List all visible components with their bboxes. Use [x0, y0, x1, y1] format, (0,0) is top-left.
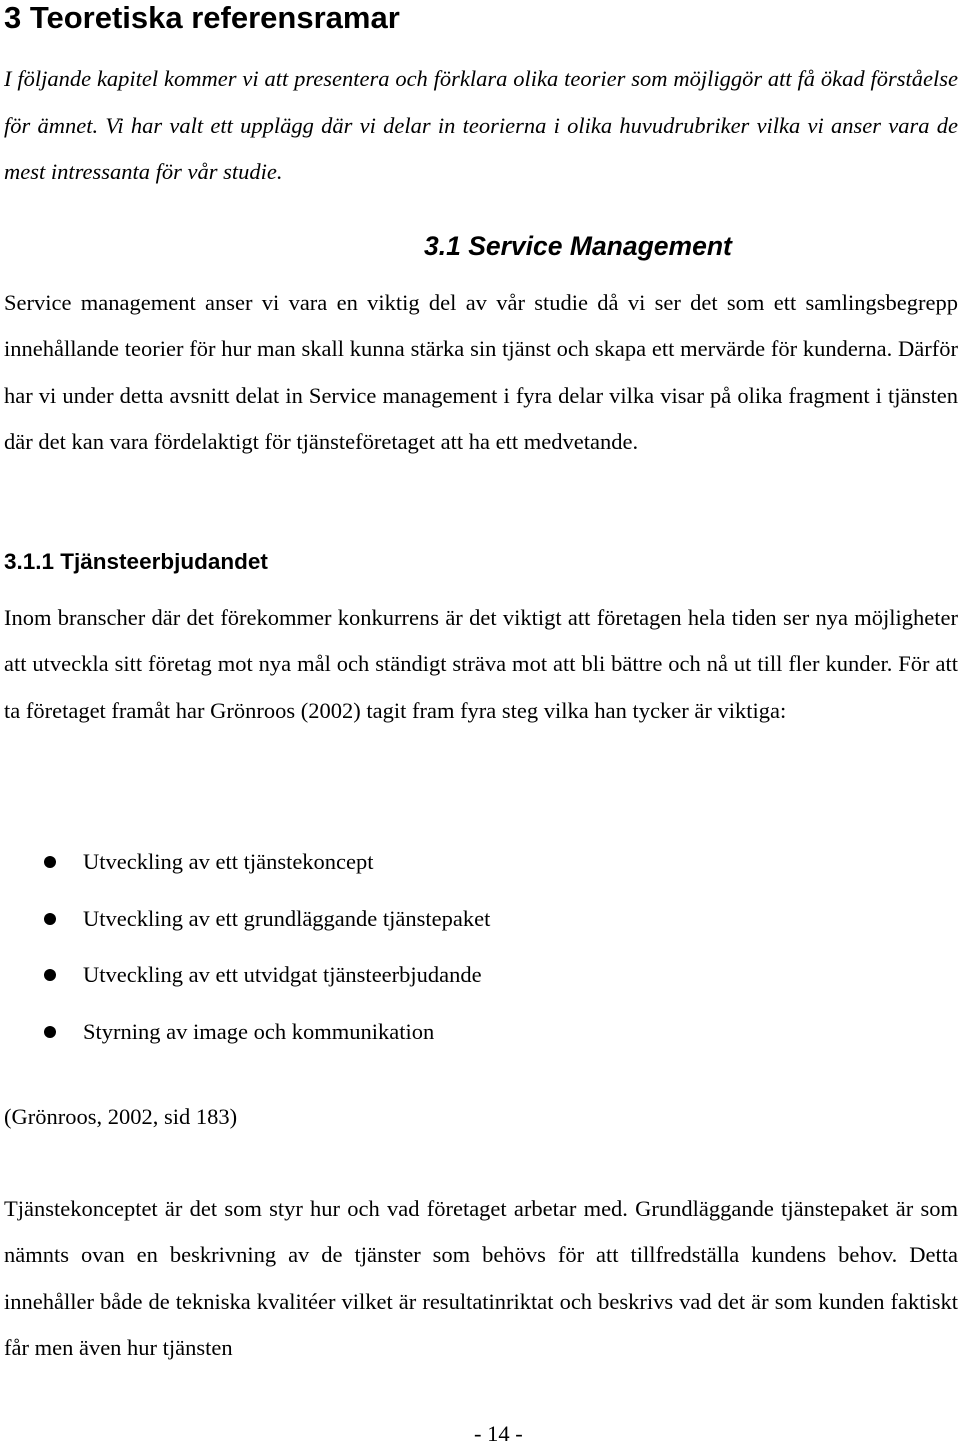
- list-item-text: Utveckling av ett utvidgat tjänsteerbjudande: [83, 962, 482, 988]
- bullet-icon: [44, 969, 56, 981]
- intro-paragraph: I följande kapitel kommer vi att presentera och förklara olika teorier som möjliggör att få ökad förståelse för ämnet. Vi har valt ett upplägg där vi delar in teorierna i olika huvudrubriker vilka vi anser vara de mest intressanta för vår studie.: [4, 66, 958, 184]
- list-item: [44, 1004, 490, 1061]
- bullet-icon: [44, 1026, 56, 1038]
- list-item: [44, 891, 490, 948]
- page-number: - 14 -: [474, 1421, 523, 1446]
- bullet-icon: [44, 856, 56, 868]
- list-item-text: Styrning av image och kommunikation: [83, 1019, 435, 1045]
- list-item-text: Utveckling av ett grundläggande tjänstepaket: [83, 905, 491, 931]
- list-item-text: Utveckling av ett tjänstekoncept: [83, 849, 374, 875]
- citation: (Grönroos, 2002, sid 183): [4, 1104, 238, 1129]
- section-heading-3-1: 3.1 Service Management: [424, 231, 732, 261]
- chapter-heading: 3 Teoretiska referensramar: [4, 0, 400, 35]
- bullet-icon: [44, 913, 56, 925]
- document-page: [4, 0, 958, 1449]
- steps-bullet-list: [44, 834, 490, 1060]
- list-item: [44, 947, 490, 1004]
- subsection-heading-3-1-1: 3.1.1 Tjänsteerbjudandet: [4, 549, 268, 574]
- list-item: [44, 834, 490, 891]
- tjanstekoncept-paragraph: Tjänstekonceptet är det som styr hur och vad företaget arbetar med. Grundläggande tjänstepaket är som nämnts ovan en beskrivning av de tjänster som behövs för att tillfredställa kundens behov. Detta innehåller både de tekniska kvalitéer vilket är resultatinriktat och beskrivs vad det är som kunden faktiskt får men även hur tjänsten: [4, 1196, 958, 1360]
- service-management-paragraph: Service management anser vi vara en viktig del av vår studie då vi ser det som ett samlingsbegrepp innehållande teorier för hur man skall kunna stärka sin tjänst och skapa ett mervärde för kunderna. Därför har vi under detta avsnitt delat in Service management i fyra delar vilka visar på olika fragment i tjänsten där det kan vara fördelaktigt för tjänsteföretaget att ha ett medvetande.: [4, 290, 958, 454]
- tjansteerbjudandet-paragraph: Inom branscher där det förekommer konkurrens är det viktigt att företagen hela tiden ser nya möjligheter att utveckla sitt företag mot nya mål och ständigt sträva mot att bli bättre och nå ut till fler kunder. För att ta företaget framåt har Grönroos (2002) tagit fram fyra steg vilka han tycker är viktiga:: [4, 605, 958, 723]
